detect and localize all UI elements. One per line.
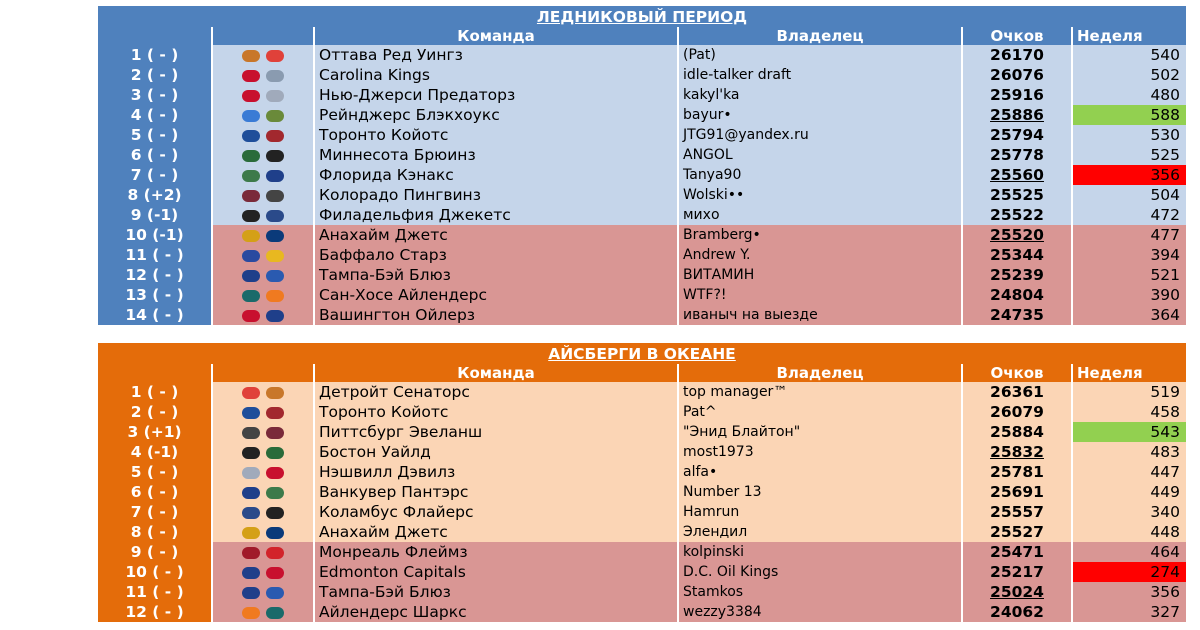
owner-name: kakyl'ka bbox=[678, 85, 962, 105]
table-body bbox=[98, 6, 1186, 325]
team-logos bbox=[212, 422, 314, 442]
points-cell bbox=[962, 402, 1072, 422]
points-cell bbox=[962, 382, 1072, 402]
team-name: Миннесота Брюинз bbox=[314, 145, 678, 165]
owner-name: ANGOL bbox=[678, 145, 962, 165]
owner-name: WTF?! bbox=[678, 285, 962, 305]
team-logo-icon bbox=[266, 487, 284, 499]
week-points-cell: 477 bbox=[1072, 225, 1186, 245]
team-logo-icon bbox=[266, 527, 284, 539]
table-title-row bbox=[98, 343, 1186, 364]
team-logo-icon bbox=[266, 250, 284, 262]
owner-name: (Pat) bbox=[678, 45, 962, 65]
week-points-cell: 483 bbox=[1072, 442, 1186, 462]
team-logos bbox=[212, 285, 314, 305]
rank-cell: 1 ( - ) bbox=[98, 45, 212, 65]
team-logos bbox=[212, 165, 314, 185]
team-logo-icon bbox=[266, 447, 284, 459]
rank-cell: 12 ( - ) bbox=[98, 265, 212, 285]
rank-cell: 3 ( - ) bbox=[98, 85, 212, 105]
owner-name: Stamkos bbox=[678, 582, 962, 602]
team-logo-icon bbox=[266, 130, 284, 142]
team-name: Айлендерс Шаркс bbox=[314, 602, 678, 622]
team-name: Нью-Джерси Предаторз bbox=[314, 85, 678, 105]
team-logos bbox=[212, 602, 314, 622]
team-logo-icon bbox=[242, 230, 260, 242]
header-points: Очков bbox=[962, 364, 1072, 382]
team-name: Вашингтон Ойлерз bbox=[314, 305, 678, 325]
team-logo-icon bbox=[266, 467, 284, 479]
team-logo-icon bbox=[266, 507, 284, 519]
points-cell bbox=[962, 562, 1072, 582]
table-row bbox=[98, 165, 1186, 185]
team-logos bbox=[212, 245, 314, 265]
points-cell bbox=[962, 422, 1072, 442]
header-spacer bbox=[98, 364, 212, 382]
rank-cell: 8 ( - ) bbox=[98, 522, 212, 542]
team-name: Колорадо Пингвинз bbox=[314, 185, 678, 205]
week-points-cell: 274 bbox=[1072, 562, 1186, 582]
table-row bbox=[98, 65, 1186, 85]
team-logo-icon bbox=[242, 607, 260, 619]
rank-cell: 5 ( - ) bbox=[98, 125, 212, 145]
team-logo-icon bbox=[266, 210, 284, 222]
team-logo-icon bbox=[242, 387, 260, 399]
table-title: АЙСБЕРГИ В ОКЕАНЕ bbox=[98, 343, 1186, 364]
team-logo-icon bbox=[266, 230, 284, 242]
team-logo-icon bbox=[266, 170, 284, 182]
team-name: Тампа-Бэй Блюз bbox=[314, 265, 678, 285]
owner-name: bayur• bbox=[678, 105, 962, 125]
team-logos bbox=[212, 265, 314, 285]
team-logo-icon bbox=[266, 427, 284, 439]
rank-cell: 4 (-1) bbox=[98, 442, 212, 462]
points-cell bbox=[962, 502, 1072, 522]
week-points-cell: 540 bbox=[1072, 45, 1186, 65]
team-logo-icon bbox=[242, 90, 260, 102]
owner-name: Wolski•• bbox=[678, 185, 962, 205]
team-logo-icon bbox=[242, 527, 260, 539]
points-cell bbox=[962, 285, 1072, 305]
points-cell bbox=[962, 482, 1072, 502]
team-logo-icon bbox=[266, 290, 284, 302]
rank-cell: 9 (-1) bbox=[98, 205, 212, 225]
team-logos bbox=[212, 65, 314, 85]
header-row bbox=[98, 364, 1186, 382]
rank-cell: 6 ( - ) bbox=[98, 482, 212, 502]
table-row bbox=[98, 602, 1186, 622]
team-logo-icon bbox=[242, 110, 260, 122]
rank-cell: 8 (+2) bbox=[98, 185, 212, 205]
team-logos bbox=[212, 125, 314, 145]
points-value: 25778 bbox=[990, 146, 1044, 164]
points-value: 26076 bbox=[990, 66, 1044, 84]
team-name: Коламбус Флайерс bbox=[314, 502, 678, 522]
standings-table-icebergs bbox=[98, 343, 1186, 622]
team-name: Бостон Уайлд bbox=[314, 442, 678, 462]
week-points-cell: 502 bbox=[1072, 65, 1186, 85]
team-logos bbox=[212, 382, 314, 402]
points-value: 25560 bbox=[990, 166, 1044, 184]
points-value: 25781 bbox=[990, 463, 1044, 481]
owner-name: D.C. Oil Kings bbox=[678, 562, 962, 582]
team-logos bbox=[212, 442, 314, 462]
points-value: 25522 bbox=[990, 206, 1044, 224]
owner-name: JTG91@yandex.ru bbox=[678, 125, 962, 145]
week-points-cell: 464 bbox=[1072, 542, 1186, 562]
table-row bbox=[98, 125, 1186, 145]
team-name: Монреаль Флеймз bbox=[314, 542, 678, 562]
team-logo-icon bbox=[266, 190, 284, 202]
table-row bbox=[98, 402, 1186, 422]
points-cell bbox=[962, 105, 1072, 125]
owner-name: wezzy3384 bbox=[678, 602, 962, 622]
table-row bbox=[98, 562, 1186, 582]
week-points-cell: 340 bbox=[1072, 502, 1186, 522]
points-value: 25886 bbox=[990, 106, 1044, 124]
team-name: Анахайм Джетс bbox=[314, 225, 678, 245]
points-cell bbox=[962, 442, 1072, 462]
team-logo-icon bbox=[266, 567, 284, 579]
table-row bbox=[98, 85, 1186, 105]
team-name: Тампа-Бэй Блюз bbox=[314, 582, 678, 602]
points-cell bbox=[962, 125, 1072, 145]
rank-cell: 14 ( - ) bbox=[98, 305, 212, 325]
owner-name: Hamrun bbox=[678, 502, 962, 522]
team-logos bbox=[212, 482, 314, 502]
week-points-cell: 447 bbox=[1072, 462, 1186, 482]
team-logo-icon bbox=[242, 547, 260, 559]
week-points-cell: 525 bbox=[1072, 145, 1186, 165]
team-logos bbox=[212, 45, 314, 65]
team-logo-icon bbox=[266, 270, 284, 282]
rank-cell: 10 (-1) bbox=[98, 225, 212, 245]
points-cell bbox=[962, 522, 1072, 542]
team-logo-icon bbox=[242, 290, 260, 302]
team-logos bbox=[212, 105, 314, 125]
owner-name: top manager™ bbox=[678, 382, 962, 402]
rank-cell: 5 ( - ) bbox=[98, 462, 212, 482]
owner-name: most1973 bbox=[678, 442, 962, 462]
points-value: 25217 bbox=[990, 563, 1044, 581]
team-logo-icon bbox=[242, 130, 260, 142]
team-logo-icon bbox=[242, 150, 260, 162]
rank-cell: 10 ( - ) bbox=[98, 562, 212, 582]
standings-table-glacial bbox=[98, 6, 1186, 325]
points-value: 26361 bbox=[990, 383, 1044, 401]
table-row bbox=[98, 225, 1186, 245]
points-value: 25471 bbox=[990, 543, 1044, 561]
points-value: 25832 bbox=[990, 443, 1044, 461]
header-points: Очков bbox=[962, 27, 1072, 45]
points-value: 24735 bbox=[990, 306, 1044, 324]
team-name: Сан-Хосе Айлендерс bbox=[314, 285, 678, 305]
team-logos bbox=[212, 542, 314, 562]
table-row bbox=[98, 145, 1186, 165]
table-row bbox=[98, 285, 1186, 305]
team-logo-icon bbox=[242, 270, 260, 282]
header-row bbox=[98, 27, 1186, 45]
points-cell bbox=[962, 45, 1072, 65]
team-logos bbox=[212, 562, 314, 582]
team-logo-icon bbox=[266, 407, 284, 419]
team-logos bbox=[212, 582, 314, 602]
points-cell bbox=[962, 602, 1072, 622]
team-name: Детройт Сенаторс bbox=[314, 382, 678, 402]
team-name: Рейнджерс Блэкхоукс bbox=[314, 105, 678, 125]
owner-name: idle-talker draft bbox=[678, 65, 962, 85]
week-points-cell: 364 bbox=[1072, 305, 1186, 325]
team-logos bbox=[212, 402, 314, 422]
owner-name: alfa• bbox=[678, 462, 962, 482]
rank-cell: 11 ( - ) bbox=[98, 582, 212, 602]
points-value: 25520 bbox=[990, 226, 1044, 244]
team-logo-icon bbox=[242, 310, 260, 322]
table-row bbox=[98, 245, 1186, 265]
table-row bbox=[98, 482, 1186, 502]
rank-cell: 4 ( - ) bbox=[98, 105, 212, 125]
rank-cell: 13 ( - ) bbox=[98, 285, 212, 305]
team-logo-icon bbox=[242, 467, 260, 479]
week-points-cell: 394 bbox=[1072, 245, 1186, 265]
week-points-cell: 390 bbox=[1072, 285, 1186, 305]
team-logo-icon bbox=[266, 50, 284, 62]
owner-name: михо bbox=[678, 205, 962, 225]
team-name: Carolina Kings bbox=[314, 65, 678, 85]
table-row bbox=[98, 542, 1186, 562]
week-points-cell: 356 bbox=[1072, 165, 1186, 185]
team-logo-icon bbox=[266, 150, 284, 162]
points-cell bbox=[962, 462, 1072, 482]
team-logo-icon bbox=[266, 90, 284, 102]
owner-name: Pat^ bbox=[678, 402, 962, 422]
team-logo-icon bbox=[242, 170, 260, 182]
points-cell bbox=[962, 65, 1072, 85]
team-name: Торонто Койотс bbox=[314, 125, 678, 145]
table-row bbox=[98, 265, 1186, 285]
points-cell bbox=[962, 265, 1072, 285]
header-team: Команда bbox=[314, 27, 678, 45]
team-logo-icon bbox=[242, 507, 260, 519]
team-name: Питтсбург Эвеланш bbox=[314, 422, 678, 442]
points-value: 25691 bbox=[990, 483, 1044, 501]
points-value: 25239 bbox=[990, 266, 1044, 284]
points-value: 24062 bbox=[990, 603, 1044, 621]
team-logo-icon bbox=[242, 567, 260, 579]
team-logos bbox=[212, 85, 314, 105]
week-points-cell: 458 bbox=[1072, 402, 1186, 422]
points-value: 26170 bbox=[990, 46, 1044, 64]
team-logo-icon bbox=[242, 407, 260, 419]
team-logo-icon bbox=[242, 427, 260, 439]
rank-cell: 2 ( - ) bbox=[98, 402, 212, 422]
points-cell bbox=[962, 305, 1072, 325]
points-cell bbox=[962, 225, 1072, 245]
week-points-cell: 356 bbox=[1072, 582, 1186, 602]
team-logo-icon bbox=[242, 50, 260, 62]
team-name: Анахайм Джетс bbox=[314, 522, 678, 542]
table-row bbox=[98, 502, 1186, 522]
rank-cell: 11 ( - ) bbox=[98, 245, 212, 265]
points-value: 26079 bbox=[990, 403, 1044, 421]
owner-name: kolpinski bbox=[678, 542, 962, 562]
week-points-cell: 480 bbox=[1072, 85, 1186, 105]
team-name: Филадельфия Джекетс bbox=[314, 205, 678, 225]
table-body bbox=[98, 343, 1186, 622]
team-logos bbox=[212, 145, 314, 165]
week-points-cell: 327 bbox=[1072, 602, 1186, 622]
team-name: Баффало Старз bbox=[314, 245, 678, 265]
owner-name: Andrew Y. bbox=[678, 245, 962, 265]
owner-name: Number 13 bbox=[678, 482, 962, 502]
rank-cell: 9 ( - ) bbox=[98, 542, 212, 562]
team-logo-icon bbox=[266, 607, 284, 619]
owner-name: "Энид Блайтон" bbox=[678, 422, 962, 442]
table-row bbox=[98, 582, 1186, 602]
team-name: Оттава Ред Уингз bbox=[314, 45, 678, 65]
team-logo-icon bbox=[266, 547, 284, 559]
team-logo-icon bbox=[266, 387, 284, 399]
team-logo-icon bbox=[242, 210, 260, 222]
table-row bbox=[98, 185, 1186, 205]
week-points-cell: 472 bbox=[1072, 205, 1186, 225]
table-title-row bbox=[98, 6, 1186, 27]
team-logos bbox=[212, 502, 314, 522]
team-logos bbox=[212, 205, 314, 225]
team-logo-icon bbox=[266, 70, 284, 82]
team-logo-icon bbox=[266, 587, 284, 599]
team-name: Ванкувер Пантэрс bbox=[314, 482, 678, 502]
rank-cell: 6 ( - ) bbox=[98, 145, 212, 165]
owner-name: Элендил bbox=[678, 522, 962, 542]
week-points-cell: 543 bbox=[1072, 422, 1186, 442]
table-title: ЛЕДНИКОВЫЙ ПЕРИОД bbox=[98, 6, 1186, 27]
header-week: Неделя bbox=[1072, 364, 1186, 382]
points-value: 25024 bbox=[990, 583, 1044, 601]
points-cell bbox=[962, 205, 1072, 225]
owner-name: Bramberg• bbox=[678, 225, 962, 245]
header-spacer bbox=[212, 27, 314, 45]
points-value: 25884 bbox=[990, 423, 1044, 441]
header-spacer bbox=[98, 27, 212, 45]
rank-cell: 2 ( - ) bbox=[98, 65, 212, 85]
points-cell bbox=[962, 245, 1072, 265]
team-logo-icon bbox=[266, 310, 284, 322]
week-points-cell: 530 bbox=[1072, 125, 1186, 145]
table-row bbox=[98, 305, 1186, 325]
points-cell bbox=[962, 85, 1072, 105]
table-row bbox=[98, 382, 1186, 402]
owner-name: ВИТАМИН bbox=[678, 265, 962, 285]
week-points-cell: 449 bbox=[1072, 482, 1186, 502]
points-cell bbox=[962, 145, 1072, 165]
table-row bbox=[98, 522, 1186, 542]
team-logo-icon bbox=[242, 250, 260, 262]
rank-cell: 7 ( - ) bbox=[98, 165, 212, 185]
header-week: Неделя bbox=[1072, 27, 1186, 45]
team-logo-icon bbox=[242, 190, 260, 202]
points-value: 25527 bbox=[990, 523, 1044, 541]
header-spacer bbox=[212, 364, 314, 382]
week-points-cell: 504 bbox=[1072, 185, 1186, 205]
team-logo-icon bbox=[242, 487, 260, 499]
team-name: Флорида Кэнакс bbox=[314, 165, 678, 185]
header-owner: Владелец bbox=[678, 27, 962, 45]
team-logos bbox=[212, 462, 314, 482]
points-value: 25525 bbox=[990, 186, 1044, 204]
team-logo-icon bbox=[242, 587, 260, 599]
team-name: Edmonton Capitals bbox=[314, 562, 678, 582]
points-value: 24804 bbox=[990, 286, 1044, 304]
rank-cell: 3 (+1) bbox=[98, 422, 212, 442]
table-row bbox=[98, 422, 1186, 442]
points-cell bbox=[962, 165, 1072, 185]
week-points-cell: 521 bbox=[1072, 265, 1186, 285]
points-value: 25794 bbox=[990, 126, 1044, 144]
week-points-cell: 588 bbox=[1072, 105, 1186, 125]
rank-cell: 12 ( - ) bbox=[98, 602, 212, 622]
team-name: Нэшвилл Дэвилз bbox=[314, 462, 678, 482]
team-logo-icon bbox=[242, 447, 260, 459]
table-row bbox=[98, 105, 1186, 125]
team-logo-icon bbox=[266, 110, 284, 122]
rank-cell: 1 ( - ) bbox=[98, 382, 212, 402]
team-logo-icon bbox=[242, 70, 260, 82]
owner-name: иваныч на выезде bbox=[678, 305, 962, 325]
points-cell bbox=[962, 542, 1072, 562]
points-cell bbox=[962, 185, 1072, 205]
owner-name: Tanya90 bbox=[678, 165, 962, 185]
week-points-cell: 448 bbox=[1072, 522, 1186, 542]
week-points-cell: 519 bbox=[1072, 382, 1186, 402]
team-logos bbox=[212, 522, 314, 542]
points-value: 25344 bbox=[990, 246, 1044, 264]
table-row bbox=[98, 462, 1186, 482]
rank-cell: 7 ( - ) bbox=[98, 502, 212, 522]
points-value: 25916 bbox=[990, 86, 1044, 104]
table-row bbox=[98, 205, 1186, 225]
table-row bbox=[98, 45, 1186, 65]
table-row bbox=[98, 442, 1186, 462]
points-cell bbox=[962, 582, 1072, 602]
team-logos bbox=[212, 185, 314, 205]
team-name: Торонто Койотс bbox=[314, 402, 678, 422]
header-owner: Владелец bbox=[678, 364, 962, 382]
header-team: Команда bbox=[314, 364, 678, 382]
points-value: 25557 bbox=[990, 503, 1044, 521]
team-logos bbox=[212, 305, 314, 325]
team-logos bbox=[212, 225, 314, 245]
